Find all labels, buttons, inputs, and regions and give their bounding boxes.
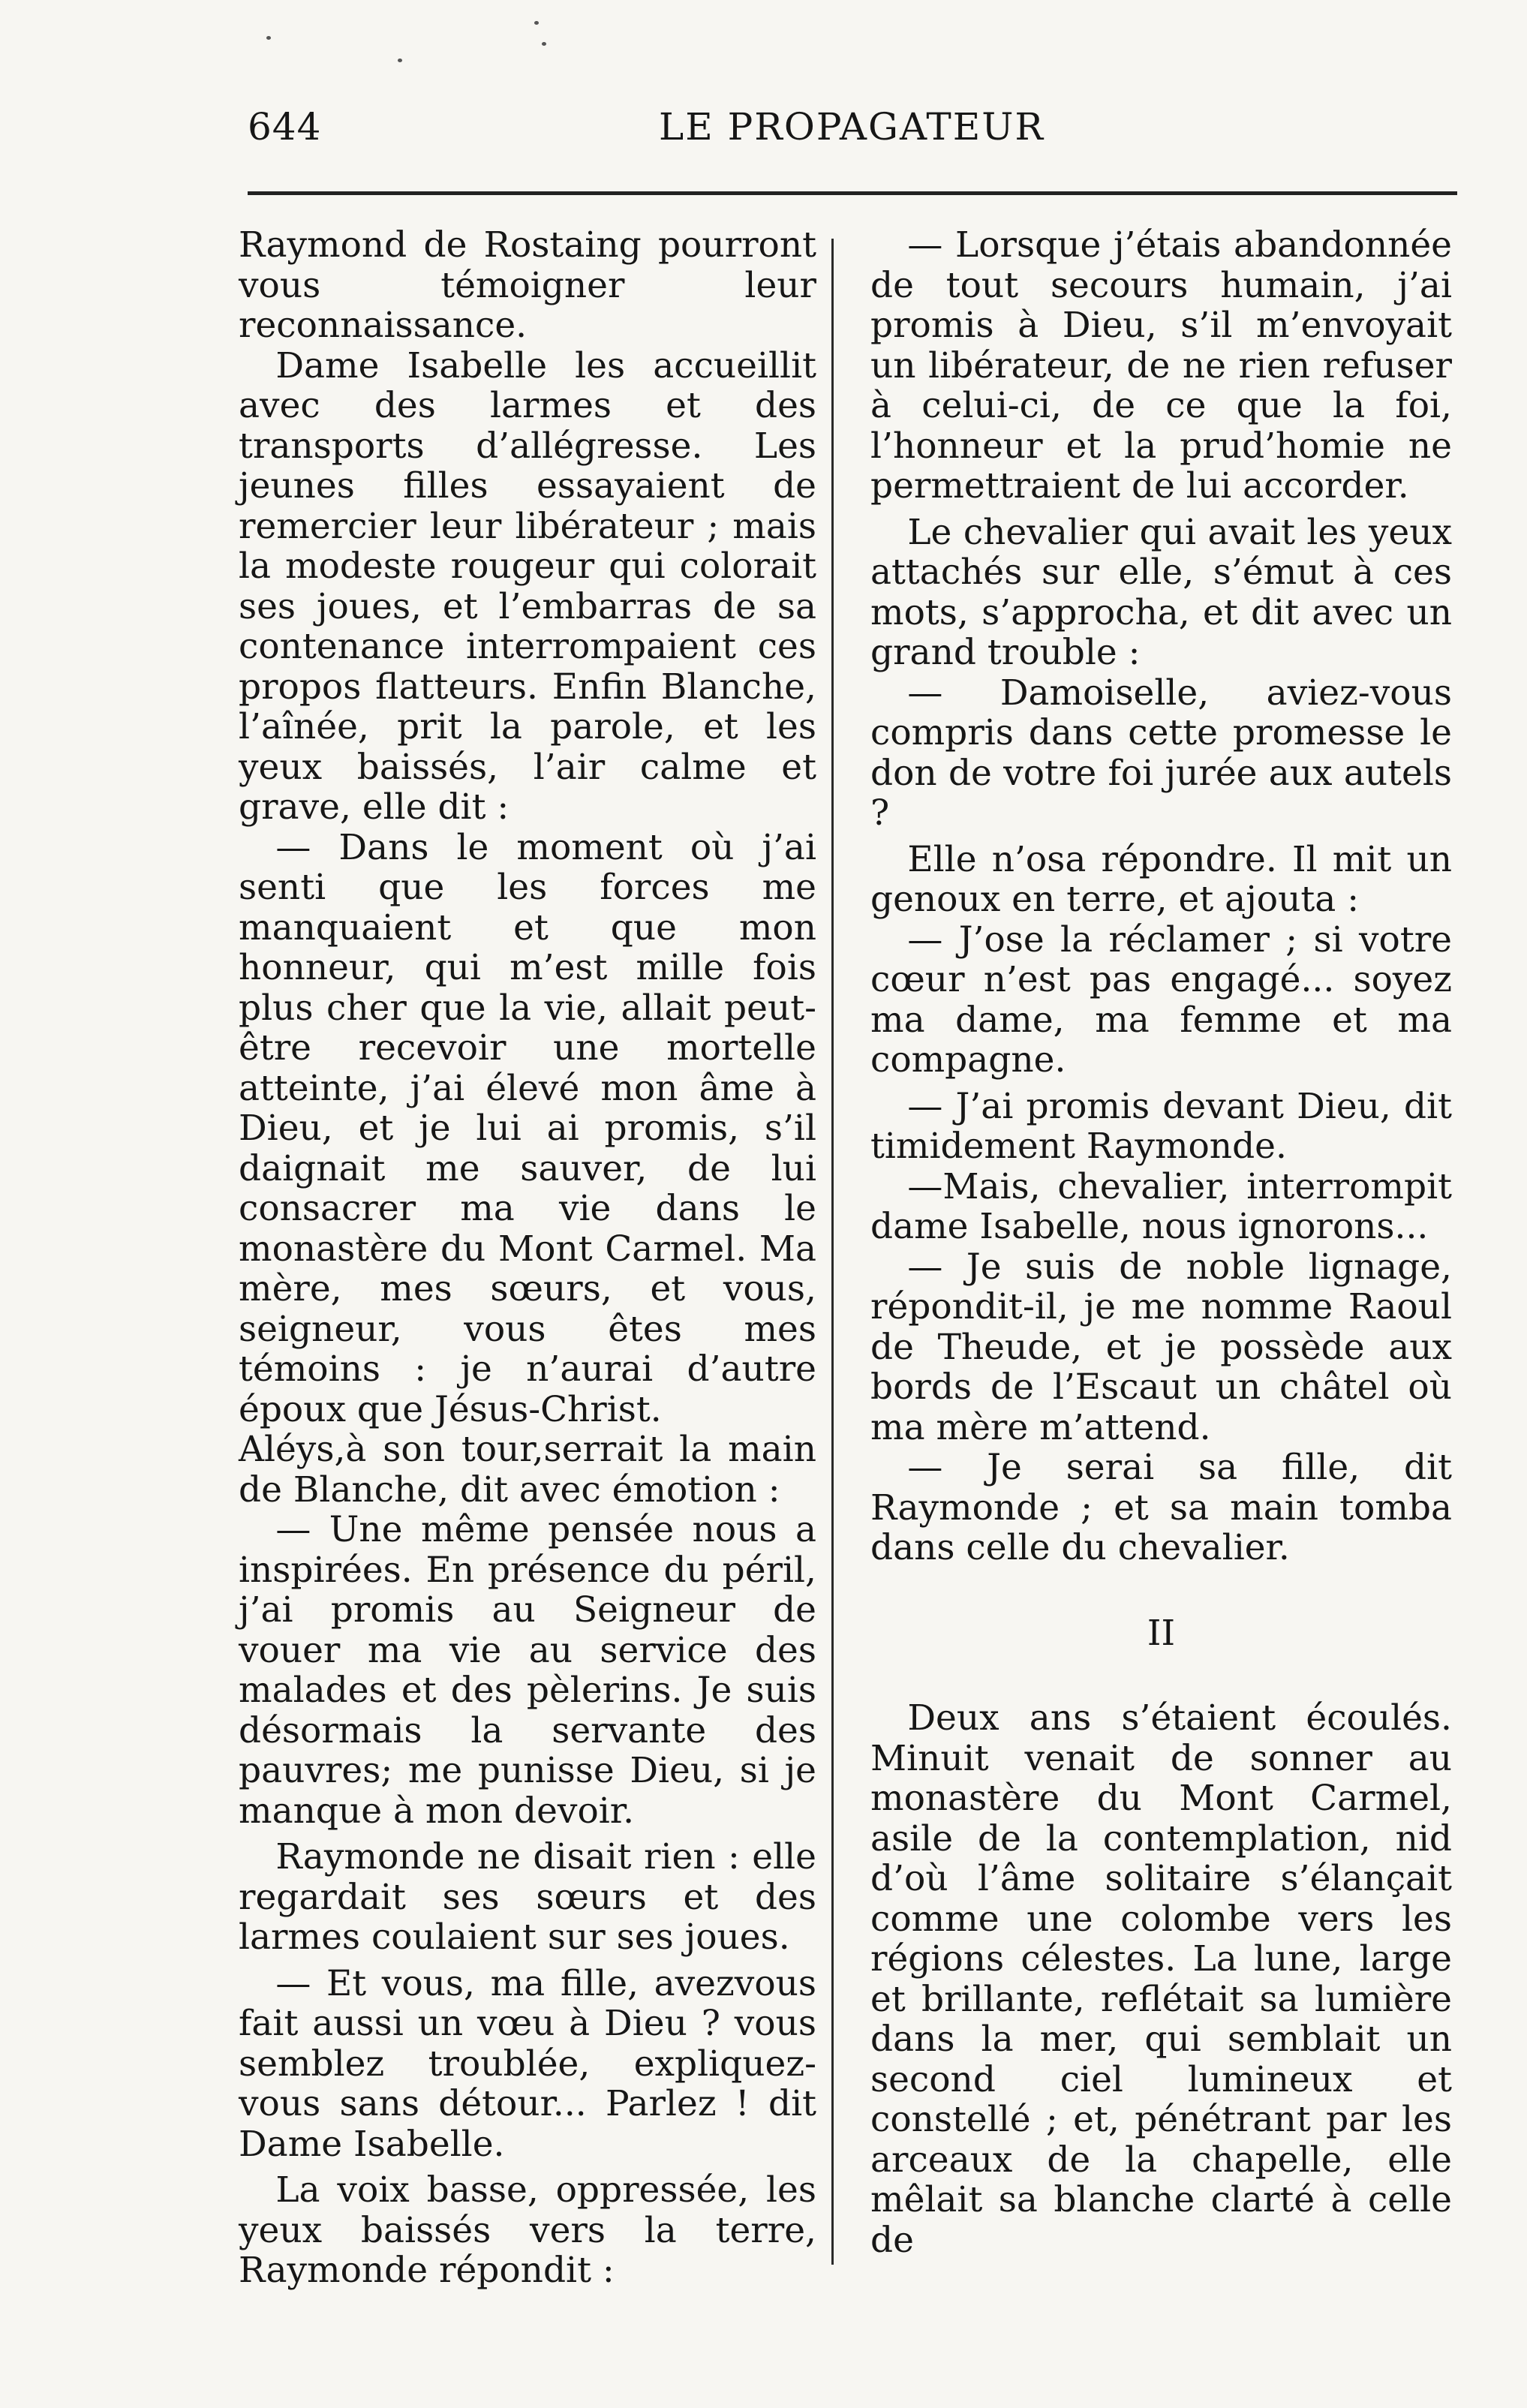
- paragraph: — Lorsque j’étais abandonnée de tout secours humain, j’ai promis à Dieu, s’il m’envoyait un libérateur, de ne rien refuser à celui-ci, de ce que la foi, l’honneur et la prud’homie ne permettraient de lui accorder.: [870, 224, 1452, 507]
- paragraph: Aléys,à son tour,serrait la main de Blanche, dit avec émotion :: [239, 1429, 816, 1511]
- paragraph: Deux ans s’étaient écoulés. Minuit venait de sonner au monastère du Mont Carmel, asile de la contemplation, nid d’où l’âme solitaire s’élançait comme une colombe vers les régions célestes. La lune, large et brillante, reflétait sa lumière dans la mer, qui semblait un second ciel lumineux et constellé ; et, pénétrant par les arceaux de la chapelle, elle mêlait sa blanche clarté à celle de: [870, 1697, 1452, 2261]
- paragraph: Dame Isabelle les accueillit avec des larmes et des transports d’allégresse. Les jeunes filles essayaient de remercier leur libérateur ; mais la modeste rougeur qui colorait ses joues, et l’embarras de sa contenance interrompaient ces propos flatteurs. Enfin Blanche, l’aînée, prit la parole, et les yeux baissés, l’air calme et grave, elle dit :: [239, 344, 816, 828]
- running-title: LE PROPAGATEUR: [659, 105, 1045, 149]
- page-header: [248, 105, 1452, 173]
- left-column: [239, 225, 816, 2291]
- page-number: 644: [248, 105, 322, 149]
- paragraph: Raymonde ne disait rien : elle regardait ses sœurs et des larmes coulaient sur ses joues.: [239, 1836, 816, 1958]
- column-divider: [831, 239, 834, 2265]
- print-speck: [534, 21, 539, 25]
- paragraph: — J’ai promis devant Dieu, dit timidement Raymonde.: [870, 1085, 1452, 1167]
- print-speck: [266, 36, 271, 40]
- paragraph: — Je serai sa fille, dit Raymonde ; et sa main tomba dans celle du chevalier.: [870, 1447, 1452, 1568]
- paragraph: — Et vous, ma fille, avezvous fait aussi un vœu à Dieu ? vous semblez troublée, expliquez-vous sans détour... Parlez ! dit Dame Isabelle.: [239, 1962, 816, 2165]
- paragraph: La voix basse, oppressée, les yeux baissés vers la terre, Raymonde répondit :: [239, 2169, 816, 2291]
- section-heading: II: [1147, 1612, 1176, 1654]
- paragraph: Raymond de Rostaing pourront vous témoigner leur reconnaissance.: [239, 224, 816, 346]
- paragraph: — J’ose la réclamer ; si votre cœur n’est pas engagé... soyez ma dame, ma femme et ma compagne.: [870, 918, 1452, 1081]
- paragraph: — Dans le moment où j’ai senti que les forces me manquaient et que mon honneur, qui m’est mille fois plus cher que la vie, allait peut-être recevoir une mortelle atteinte, j’ai élevé mon âme à Dieu, et je lui ai promis, s’il daignait me sauver, de lui consacrer ma vie dans le monastère du Mont Carmel. Ma mère, mes sœurs, et vous, seigneur, vous êtes mes témoins : je n’aurai d’autre époux que Jésus-Christ.: [239, 826, 816, 1430]
- print-speck: [398, 59, 402, 62]
- paragraph: — Damoiselle, aviez-vous compris dans cette promesse le don de votre foi jurée aux autels ?: [870, 672, 1452, 834]
- right-column: [870, 225, 1452, 2260]
- paragraph: — Une même pensée nous a inspirées. En présence du péril, j’ai promis au Seigneur de vouer ma vie au service des malades et des pèlerins. Je suis désormais la servante des pauvres; me punisse Dieu, si je manque à mon devoir.: [239, 1509, 816, 1832]
- paragraph: —Mais, chevalier, interrompit dame Isabelle, nous ignorons...: [870, 1165, 1452, 1247]
- header-rule: [248, 191, 1457, 195]
- paragraph: Elle n’osa répondre. Il mit un genoux en terre, et ajouta :: [870, 838, 1452, 920]
- paragraph: — Je suis de noble lignage, répondit-il, je me nomme Raoul de Theude, et je possède aux bords de l’Escaut un châtel où ma mère m’attend.: [870, 1246, 1452, 1448]
- print-speck: [542, 42, 546, 46]
- paragraph: Le chevalier qui avait les yeux attachés sur elle, s’émut à ces mots, s’approcha, et dit avec un grand trouble :: [870, 511, 1452, 673]
